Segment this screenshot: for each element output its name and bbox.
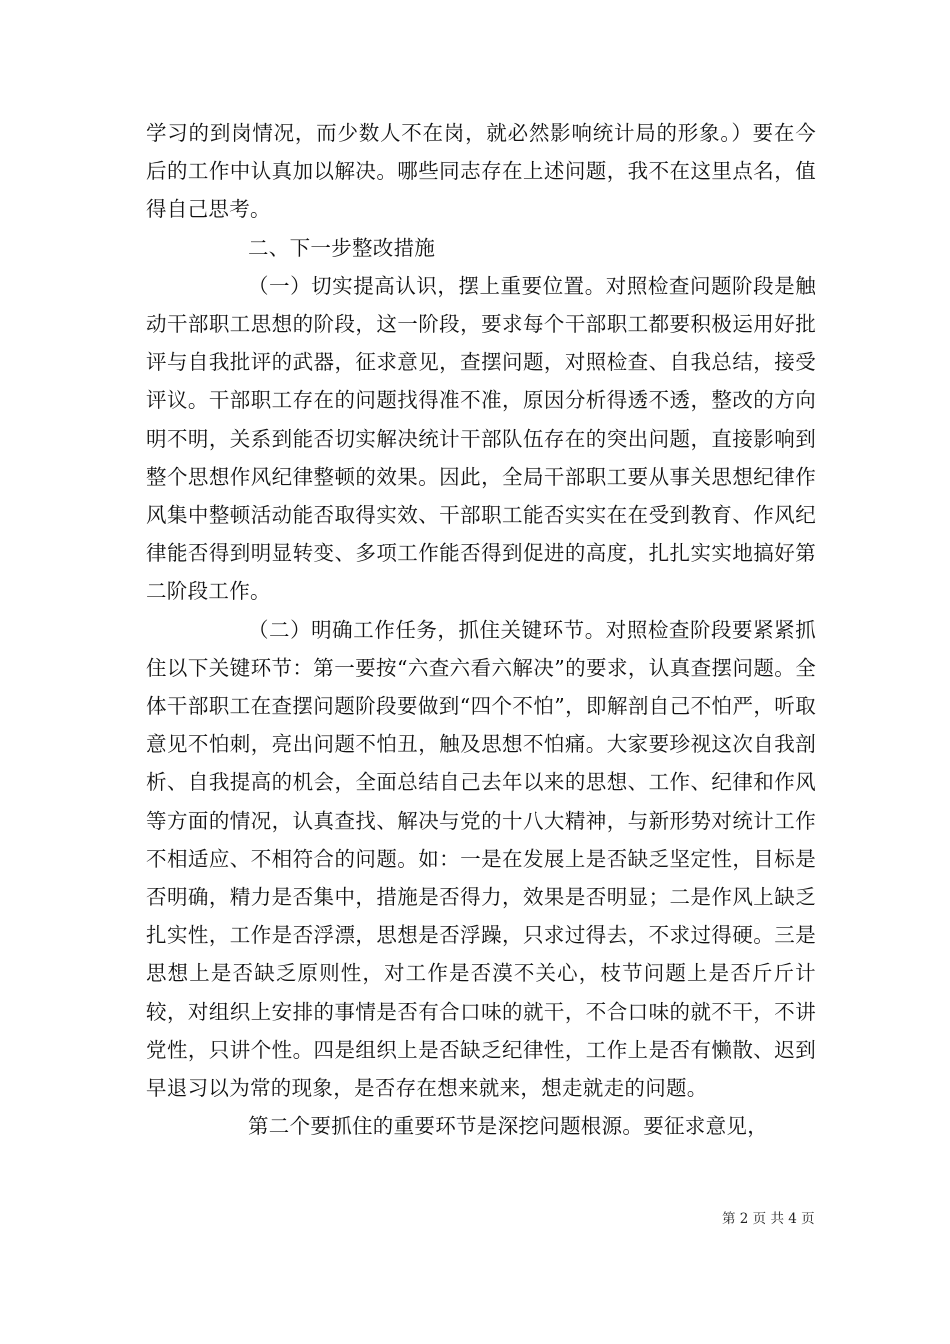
paragraph-root-cause: 第二个要抓住的重要环节是深挖问题根源。要征求意见，	[248, 1114, 768, 1139]
page-number-footer: 第 2 页 共 4 页	[722, 1211, 815, 1227]
paragraph-item-2: （二）明确工作任务，抓住关键环节。对照检查阶段要紧紧抓住以下关键环节：第一要按“六查六看六解决”的要求，认真查摆问题。全体干部职工在查摆问题阶段要做到“四个不怕”，即解剖自己不怕严，听取意见不怕刺，亮出问题不怕丑，触及思想不怕痛。大家要珍视这次自我剖析、自我提高的机会，全面总结自己去年以来的思想、工作、纪律和作风等方面的情况，认真查找、解决与党的十八大精神，与新形势对统计工作不相适应、不相符合的问题。如：一是在发展上是否缺乏坚定性，目标是否明确，精力是否集中，措施是否得力，效果是否明显；二是作风上缺乏扎实性，工作是否浮漂，思想是否浮躁，只求过得去，不求过得硬。三是思想上是否缺乏原则性，对工作是否漠不关心，枝节问题上是否斤斤计较，对组织上安排的事情是否有合口味的就干，不合口味的就不干，不讲党性，只讲个性。四是组织上是否缺乏纪律性，工作上是否有懒散、迟到早退习以为常的现象，是否存在想来就来，想走就走的问题。	[146, 617, 816, 1101]
paragraph-continuation: 学习的到岗情况，而少数人不在岗，就必然影响统计局的形象。）要在今后的工作中认真加以解决。哪些同志存在上述问题，我不在这里点名，值得自己思考。	[146, 121, 816, 222]
body-text	[146, 114, 816, 1145]
section-heading: 二、下一步整改措施	[248, 235, 436, 260]
paragraph-item-1: （一）切实提高认识，摆上重要位置。对照检查问题阶段是触动干部职工思想的阶段，这一阶段，要求每个干部职工都要积极运用好批评与自我批评的武器，征求意见，查摆问题，对照检查、自我总结，接受评议。干部职工存在的问题找得准不准，原因分析得透不透，整改的方向明不明，关系到能否切实解决统计干部队伍存在的突出问题，直接影响到整个思想作风纪律整顿的效果。因此，全局干部职工要从事关思想纪律作风集中整顿活动能否取得实效、干部职工能否实实在在受到教育、作风纪律能否得到明显转变、多项工作能否得到促进的高度，扎扎实实地搞好第二阶段工作。	[146, 273, 816, 604]
